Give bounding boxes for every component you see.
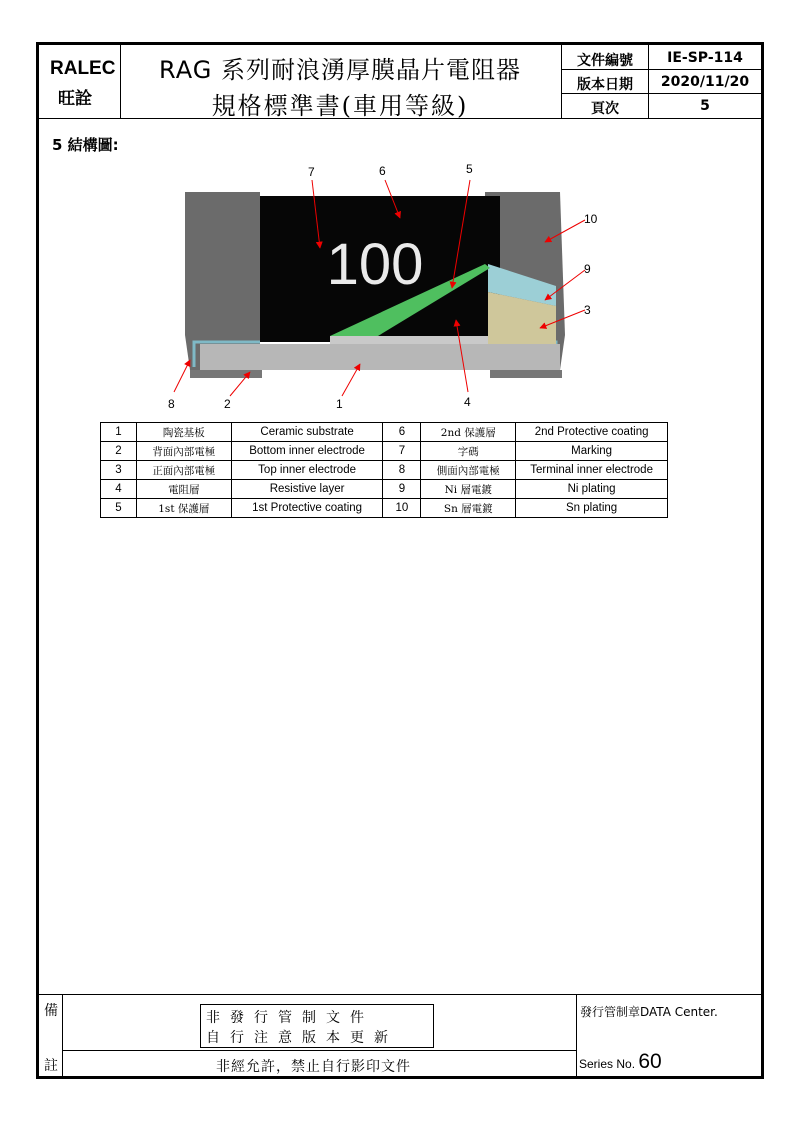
doc-title-line2: 規格標準書(車用等級) bbox=[211, 92, 469, 120]
legend-cell-en2: Marking bbox=[516, 442, 668, 461]
copy-warning: 非經允許，禁止自行影印文件 bbox=[216, 1059, 411, 1075]
callout-2: 2 bbox=[224, 397, 231, 411]
footer-divider-left bbox=[62, 994, 63, 1076]
legend-row bbox=[101, 442, 668, 461]
legend-cell-n1: 2 bbox=[101, 442, 137, 461]
legend-cell-cn1: 1st 保護層 bbox=[136, 499, 231, 518]
legend-cell-en2: Ni plating bbox=[516, 480, 668, 499]
legend-cell-cn1: 正面內部電極 bbox=[136, 461, 231, 480]
footer-divider-right bbox=[576, 994, 577, 1076]
resistor-structure-diagram bbox=[160, 160, 610, 415]
series-label: Series No. bbox=[579, 1057, 636, 1071]
logo-en: RALEC bbox=[50, 58, 116, 79]
resistive-layer bbox=[330, 336, 488, 344]
issue-stamp-label: 發行管制章DATA Center. bbox=[580, 1005, 718, 1019]
legend-cell-cn2: Ni 層電鍍 bbox=[421, 480, 516, 499]
legend-cell-n2: 7 bbox=[383, 442, 421, 461]
section-title: 5 結構圖: bbox=[52, 136, 119, 154]
callout-5: 5 bbox=[466, 162, 473, 176]
legend-cell-en1: Ceramic substrate bbox=[231, 423, 383, 442]
remark-bottom: 註 bbox=[44, 1058, 58, 1074]
page-value: 5 bbox=[700, 98, 710, 114]
control-note-line2: 自行注意版本更新 bbox=[206, 1030, 398, 1046]
legend-row bbox=[101, 499, 668, 518]
legend-cell-n2: 8 bbox=[383, 461, 421, 480]
series-number bbox=[579, 1050, 662, 1074]
legend-cell-n2: 10 bbox=[383, 499, 421, 518]
ceramic-substrate bbox=[200, 344, 560, 370]
structure-legend-table bbox=[100, 422, 668, 518]
callout-7: 7 bbox=[308, 165, 315, 179]
logo-cn: 旺詮 bbox=[58, 89, 92, 109]
legend-cell-cn1: 陶瓷基板 bbox=[136, 423, 231, 442]
bottom-electrode-left bbox=[190, 370, 262, 378]
legend-cell-cn2: Sn 層電鍍 bbox=[421, 499, 516, 518]
legend-cell-en2: 2nd Protective coating bbox=[516, 423, 668, 442]
legend-row bbox=[101, 423, 668, 442]
doc-no-value: IE-SP-114 bbox=[667, 50, 743, 66]
callout-3: 3 bbox=[584, 303, 591, 317]
doc-title-line1: RAG 系列耐浪湧厚膜晶片電阻器 bbox=[159, 56, 521, 84]
callout-8: 8 bbox=[168, 397, 175, 411]
footer-top-line bbox=[39, 994, 761, 995]
bottom-electrode-right bbox=[490, 370, 562, 378]
legend-cell-cn1: 背面內部電極 bbox=[136, 442, 231, 461]
version-label: 版本日期 bbox=[577, 77, 633, 93]
legend-cell-cn1: 電阻層 bbox=[136, 480, 231, 499]
legend-cell-en1: 1st Protective coating bbox=[231, 499, 383, 518]
legend-cell-cn2: 2nd 保護層 bbox=[421, 423, 516, 442]
legend-cell-en1: Top inner electrode bbox=[231, 461, 383, 480]
legend-cell-cn2: 字碼 bbox=[421, 442, 516, 461]
footer-mid-line bbox=[62, 1050, 576, 1051]
legend-cell-n2: 9 bbox=[383, 480, 421, 499]
version-value: 2020/11/20 bbox=[660, 74, 750, 90]
callout-1: 1 bbox=[336, 397, 343, 411]
callout-10: 10 bbox=[584, 212, 598, 226]
legend-cell-en2: Terminal inner electrode bbox=[516, 461, 668, 480]
legend-cell-n2: 6 bbox=[383, 423, 421, 442]
page-label: 頁次 bbox=[591, 101, 619, 117]
legend-cell-n1: 5 bbox=[101, 499, 137, 518]
legend-row bbox=[101, 480, 668, 499]
legend-cell-en1: Resistive layer bbox=[231, 480, 383, 499]
legend-cell-n1: 3 bbox=[101, 461, 137, 480]
doc-no-label: 文件編號 bbox=[577, 53, 633, 69]
legend-row bbox=[101, 461, 668, 480]
legend-cell-cn2: 側面內部電極 bbox=[421, 461, 516, 480]
legend-cell-n1: 1 bbox=[101, 423, 137, 442]
legend-cell-en2: Sn plating bbox=[516, 499, 668, 518]
control-note-line1: 非發行管制文件 bbox=[206, 1010, 374, 1026]
callout-6: 6 bbox=[379, 164, 386, 178]
callout-arrow-8 bbox=[174, 360, 190, 392]
legend-cell-en1: Bottom inner electrode bbox=[231, 442, 383, 461]
remark-top: 備 bbox=[44, 1003, 58, 1019]
series-value: 60 bbox=[638, 1050, 662, 1073]
callout-4: 4 bbox=[464, 395, 471, 409]
marking-text: 100 bbox=[326, 232, 424, 297]
callout-9: 9 bbox=[584, 262, 591, 276]
legend-cell-n1: 4 bbox=[101, 480, 137, 499]
